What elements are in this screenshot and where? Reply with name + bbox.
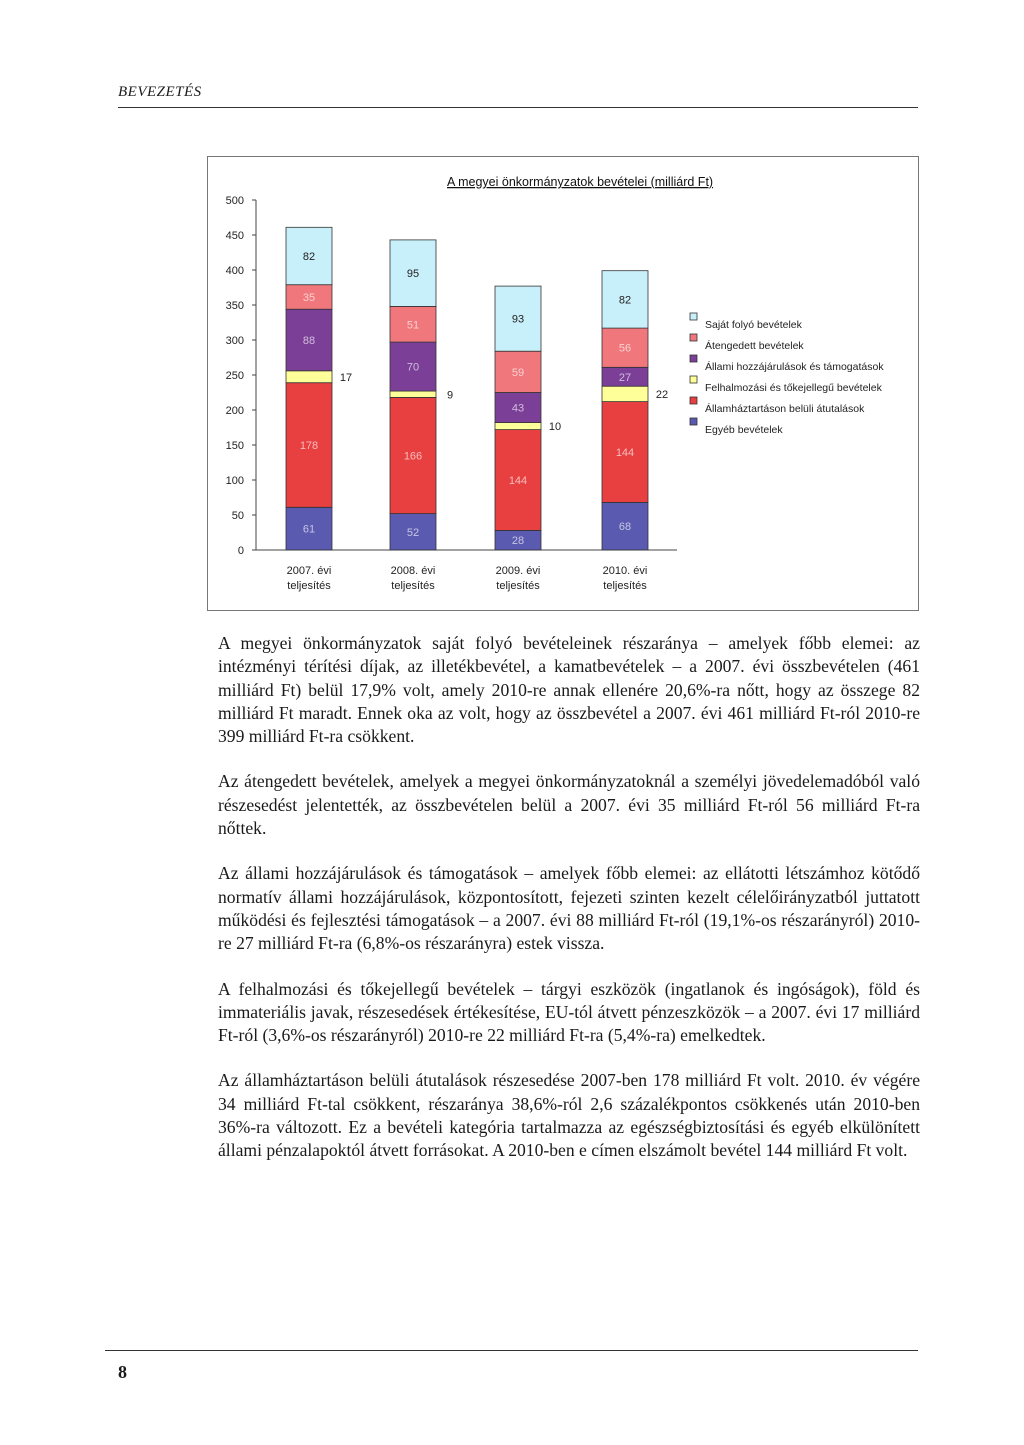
y-tick-label: 250 (225, 370, 244, 382)
data-label: 9 (446, 389, 454, 402)
legend-label: Átengedett bevételek (705, 340, 804, 352)
data-label: 166 (403, 450, 423, 463)
header-rule (118, 107, 918, 108)
paragraph-3: Az állami hozzájárulások és támogatások – amelyek főbb elemei: az ellátotti létszámhoz kötődő normatív állami hozzájárulások, központosított, fejezeti szinten kezelt célelőirányzatból juttatott működési és fejlesztési támogatások – a 2007. évi 88 milliárd Ft-ról (19,1%-os részarányról) 2010-re 27 milliárd Ft-ra (6,8%-os részarányra) estek vissza. (218, 863, 920, 954)
x-tick-label: teljesítés (287, 580, 331, 592)
data-label: 28 (511, 535, 525, 548)
x-tick-label: 2010. évi (602, 565, 648, 577)
x-tick-label: 2009. évi (495, 565, 541, 577)
data-label: 22 (655, 388, 669, 401)
legend-label: Saját folyó bevételek (705, 319, 802, 331)
y-tick-label: 400 (225, 265, 244, 277)
legend-label: Államháztartáson belüli átutalások (705, 403, 865, 415)
bar-segment (495, 423, 541, 430)
legend-swatch (690, 334, 697, 341)
data-label: 52 (406, 526, 420, 539)
x-tick-label: teljesítés (603, 580, 647, 592)
y-tick-label: 500 (225, 195, 244, 207)
legend-swatch (690, 418, 697, 425)
body-text (218, 632, 920, 1185)
paragraph-2: Az átengedett bevételek, amelyek a megyei önkormányzatoknál a személyi jövedelemadóból való részesedést jelentették, az összbevételen belül a 2007. évi 35 milliárd Ft-ról 56 milliárd Ft-ra nőttek. (218, 771, 920, 839)
data-label: 144 (508, 475, 528, 487)
section-header: BEVEZETÉS (118, 84, 202, 100)
data-label: 82 (618, 294, 632, 307)
data-label: 51 (406, 319, 420, 332)
chart-title: A megyei önkormányzatok bevételei (milliárd Ft) (447, 175, 714, 189)
bar-segment (286, 371, 332, 383)
data-label: 27 (618, 371, 632, 384)
data-label: 82 (302, 251, 316, 263)
paragraph-4: A felhalmozási és tőkejellegű bevételek – tárgyi eszközök (ingatlanok és ingóságok), föld és immateriális javak, részesedések értékesítése, EU-tól átvett pénzeszközök – a 2007. évi 17 milliárd Ft-ról (3,6%-os részarányról) 2010-re 22 milliárd Ft-ra (5,4%-ra) emelkedtek. (218, 978, 920, 1046)
y-tick-label: 350 (225, 300, 244, 312)
x-axis-labels (287, 565, 648, 592)
data-label: 43 (511, 402, 525, 415)
data-label: 95 (406, 268, 420, 281)
data-label: 56 (618, 342, 632, 355)
data-label: 178 (299, 440, 319, 452)
bar-segment (390, 391, 436, 397)
legend-swatch (690, 397, 697, 404)
data-label: 93 (511, 313, 525, 326)
legend-swatch (690, 313, 697, 320)
paragraph-5: Az államháztartáson belüli átutalások részesedése 2007-ben 178 milliárd Ft volt. 2010. év végére 34 milliárd Ft-tal csökkent, részaránya 38,6%-ról 2,6 százalékpontos csökkenés után 2010-ben 36%-ra változott. Ez a bevételi kategória tartalmazza az egészségbiztosítási és egyéb elkülönített állami pénzalapoktól átvett forrásokat. A 2010-ben e címen elszámolt bevétel 144 milliárd Ft volt. (218, 1070, 920, 1161)
data-label: 70 (406, 361, 420, 374)
data-label: 59 (511, 366, 525, 379)
x-tick-label: teljesítés (496, 580, 540, 592)
footer-rule (105, 1350, 918, 1351)
y-tick-label: 200 (225, 405, 244, 417)
data-label: 61 (302, 523, 316, 536)
stacked-bar-chart (207, 156, 919, 611)
data-label: 144 (615, 447, 635, 459)
legend-label: Egyéb bevételek (705, 424, 783, 436)
bars (286, 227, 648, 550)
y-tick-label: 50 (231, 510, 244, 522)
y-tick-label: 150 (225, 440, 244, 452)
data-label: 10 (548, 421, 562, 434)
legend-label: Felhalmozási és tőkejellegű bevételek (705, 382, 882, 394)
y-tick-label: 0 (237, 545, 244, 557)
bar-segment (602, 386, 648, 401)
y-tick-label: 300 (225, 335, 244, 347)
paragraph-1: A megyei önkormányzatok saját folyó bevételeinek részaránya – amelyek főbb elemei: az intézményi térítési díjak, az illetékbevétel, a kamatbevételek – a 2007. évi összbevételen (461 milliárd Ft) belül 17,9% volt, amely 2010-re annak ellenére 20,6%-ra nőtt, hogy az összege 82 milliárd Ft maradt. Ennek oka az volt, hogy az összbevétel a 2007. évi 461 milliárd Ft-ról 2010-re 399 milliárd Ft-ra csökkent. (218, 633, 920, 747)
legend-swatch (690, 376, 697, 383)
data-label: 35 (302, 291, 316, 304)
x-tick-label: 2008. évi (390, 565, 436, 577)
x-tick-label: teljesítés (391, 580, 435, 592)
legend-swatch (690, 355, 697, 362)
data-label: 68 (618, 521, 632, 534)
y-tick-label: 100 (225, 475, 244, 487)
x-tick-label: 2007. évi (286, 565, 332, 577)
legend (690, 313, 884, 436)
legend-label: Állami hozzájárulások és támogatások (705, 361, 884, 373)
page-number: 8 (118, 1362, 127, 1382)
y-tick-label: 450 (225, 230, 244, 242)
data-label: 88 (302, 335, 316, 347)
data-label: 17 (339, 371, 353, 384)
